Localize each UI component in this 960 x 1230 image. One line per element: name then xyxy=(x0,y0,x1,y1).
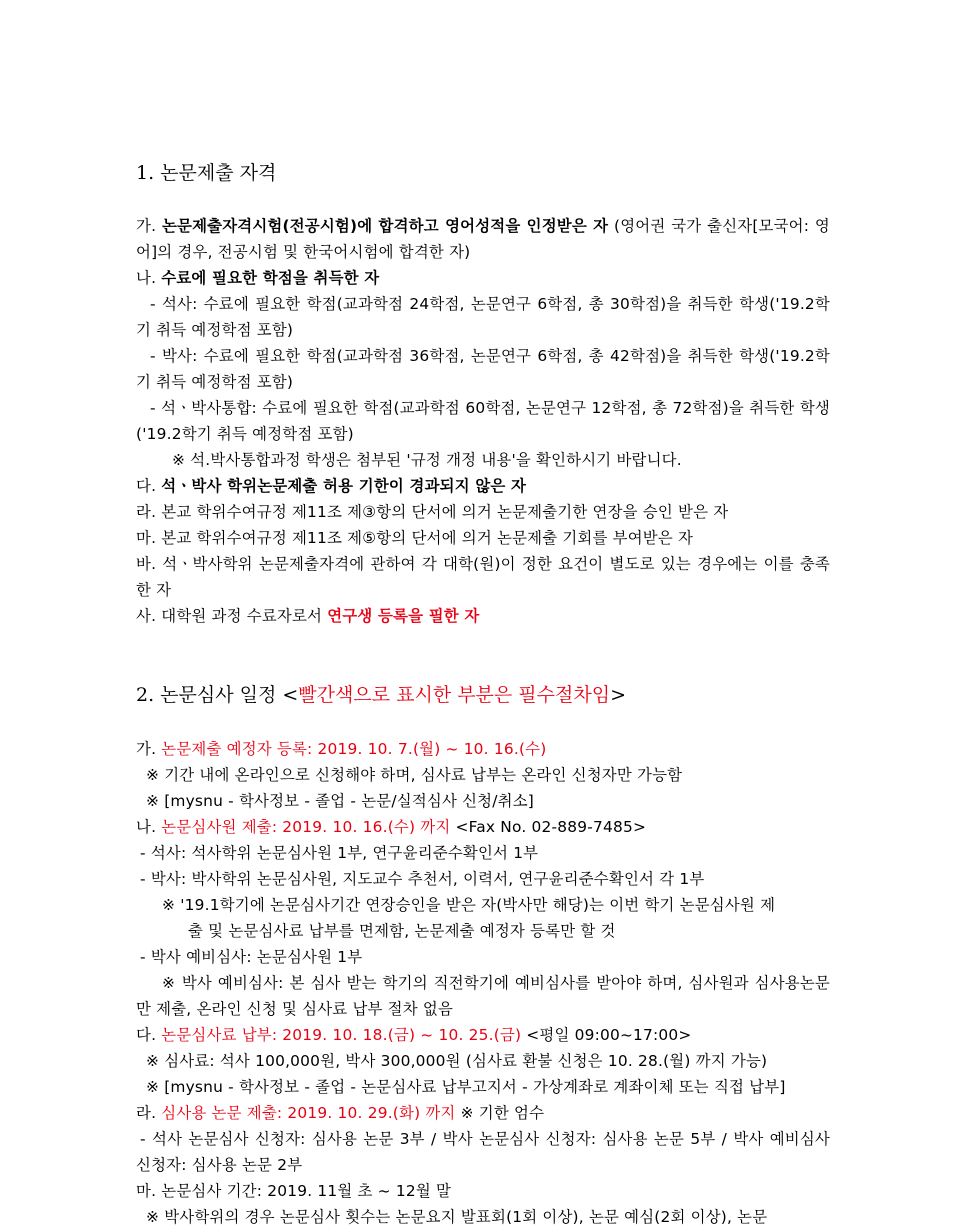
s2-item-da xyxy=(136,1022,692,1048)
s1-item-da xyxy=(136,473,526,499)
s1-masters: - 석사: 수료에 필요한 학점(교과학점 24학점, 논문연구 6학점, 총 30학점)을 취득한 학생('19.2학기 취득 예정학점 포함) xyxy=(136,295,830,339)
s1-doctoral: - 박사: 수료에 필요한 학점(교과학점 36학점, 논문연구 6학점, 총 42학점)을 취득한 학생('19.2학기 취득 예정학점 포함) xyxy=(136,347,830,391)
s2-ra-label: 라. xyxy=(136,1104,162,1122)
s2-da-note1: ※ 심사료: 석사 100,000원, 박사 300,000원 (심사료 환불 신청은 10. 28.(월) 까지 가능) xyxy=(146,1052,768,1070)
s2-ra-red: 심사용 논문 제출: 2019. 10. 29.(화) 까지 xyxy=(161,1104,456,1122)
s1-na-bold: 수료에 필요한 학점을 취득한 자 xyxy=(161,269,380,287)
s1-ga-rest: (영어권 국가 출신자[모국어: 영어]의 경우, 전공시험 및 한국어시험에 합격한 자) xyxy=(136,217,830,261)
s2-na-masters: - 석사: 석사학위 논문심사원 1부, 연구윤리준수확인서 1부 xyxy=(140,844,539,862)
s2-title-red: 빨간색으로 표시한 부분은 필수절차임 xyxy=(298,684,611,706)
s1-da-bold: 석ㆍ박사 학위논문제출 허용 기한이 경과되지 않은 자 xyxy=(161,477,527,495)
s2-da-note2: ※ [mysnu - 학사정보 - 졸업 - 논문심사료 납부고지서 - 가상계좌로 계좌이체 또는 직접 납부] xyxy=(146,1078,786,1096)
s1-na-label: 나. xyxy=(136,269,162,287)
s2-na-rest: <Fax No. 02-889-7485> xyxy=(450,818,647,836)
s1-item-ra: 라. 본교 학위수여규정 제11조 제③항의 단서에 의거 논문제출기한 연장을 승인 받은 자 xyxy=(136,503,729,521)
s2-na-red: 논문심사원 제출: 2019. 10. 16.(수) 까지 xyxy=(161,818,451,836)
s2-item-ra xyxy=(136,1100,544,1126)
s2-item-na xyxy=(136,814,646,840)
s1-item-ga xyxy=(136,213,830,265)
s2-na-prelim-note: ※ 박사 예비심사: 본 심사 받는 학기의 직전학기에 예비심사를 받아야 하며, 심사원과 심사용논문만 제출, 온라인 신청 및 심사료 납부 절차 없음 xyxy=(136,974,830,1018)
s2-title-suffix: > xyxy=(610,684,627,706)
s2-ga-label: 가. xyxy=(136,740,162,758)
s1-integrated: - 석ㆍ박사통합: 수료에 필요한 학점(교과학점 60학점, 논문연구 12학점, 총 72학점)을 취득한 학생 ('19.2학기 취득 예정학점 포함) xyxy=(136,399,830,443)
s2-na-note-line1: ※ '19.1학기에 논문심사기간 연장승인을 받은 자(박사만 해당)는 이번 학기 논문심사원 제 xyxy=(162,896,776,914)
section1-title: 1. 논문제출 자격 xyxy=(136,162,277,184)
s2-ra-detail: - 석사 논문심사 신청자: 심사용 논문 3부 / 박사 논문심사 신청자: 심사용 논문 5부 / 박사 예비심사 신청자: 심사용 논문 2부 xyxy=(136,1130,830,1174)
s1-sa-red: 연구생 등록을 필한 자 xyxy=(327,607,480,625)
s2-na-prelim: - 박사 예비심사: 논문심사원 1부 xyxy=(140,948,363,966)
s2-ga-note1: ※ 기간 내에 온라인으로 신청해야 하며, 심사료 납부는 온라인 신청자만 가능함 xyxy=(146,766,683,784)
s2-ma-note: ※ 박사학위의 경우 논문심사 횟수는 논문요지 발표회(1회 이상), 논문 예심(2회 이상), 논문 xyxy=(146,1208,768,1226)
s1-item-ma: 마. 본교 학위수여규정 제11조 제⑤항의 단서에 의거 논문제출 기회를 부여받은 자 xyxy=(136,529,694,547)
s2-na-doctoral: - 박사: 박사학위 논문심사원, 지도교수 추천서, 이력서, 연구윤리준수확인서 각 1부 xyxy=(140,870,705,888)
s1-ga-bold: 논문제출자격시험(전공시험)에 합격하고 영어성적을 인정받은 자 xyxy=(161,217,609,235)
s2-item-ma: 마. 논문심사 기간: 2019. 11월 초 ~ 12월 말 xyxy=(136,1182,452,1200)
s2-ga-red: 논문제출 예정자 등록: 2019. 10. 7.(월) ~ 10. 16.(수) xyxy=(161,740,547,758)
s2-da-rest: <평일 09:00~17:00> xyxy=(521,1026,692,1044)
s1-item-ba: 바. 석ㆍ박사학위 논문제출자격에 관하여 각 대학(원)이 정한 요건이 별도로 있는 경우에는 이를 충족한 자 xyxy=(136,555,830,599)
s2-na-note-line2: 출 및 논문심사료 납부를 면제함, 논문제출 예정자 등록만 할 것 xyxy=(188,922,616,940)
s2-da-label: 다. xyxy=(136,1026,162,1044)
s1-sa-label: 사. 대학원 과정 수료자로서 xyxy=(136,607,328,625)
s1-da-label: 다. xyxy=(136,477,162,495)
s1-integrated-note: ※ 석.박사통합과정 학생은 첨부된 '규정 개정 내용'을 확인하시기 바랍니다. xyxy=(172,451,682,469)
s2-ra-rest: ※ 기한 엄수 xyxy=(455,1104,545,1122)
s2-da-red: 논문심사료 납부: 2019. 10. 18.(금) ~ 10. 25.(금) xyxy=(161,1026,522,1044)
s2-ga-note2: ※ [mysnu - 학사정보 - 졸업 - 논문/실적심사 신청/취소] xyxy=(146,792,534,810)
section2-title xyxy=(136,680,626,707)
s1-item-na xyxy=(136,265,379,291)
s2-na-label: 나. xyxy=(136,818,162,836)
s2-item-ga xyxy=(136,736,546,762)
s1-item-sa xyxy=(136,603,479,629)
s2-title-prefix: 2. 논문심사 일정 < xyxy=(136,684,299,706)
s1-ga-label: 가. xyxy=(136,217,162,235)
